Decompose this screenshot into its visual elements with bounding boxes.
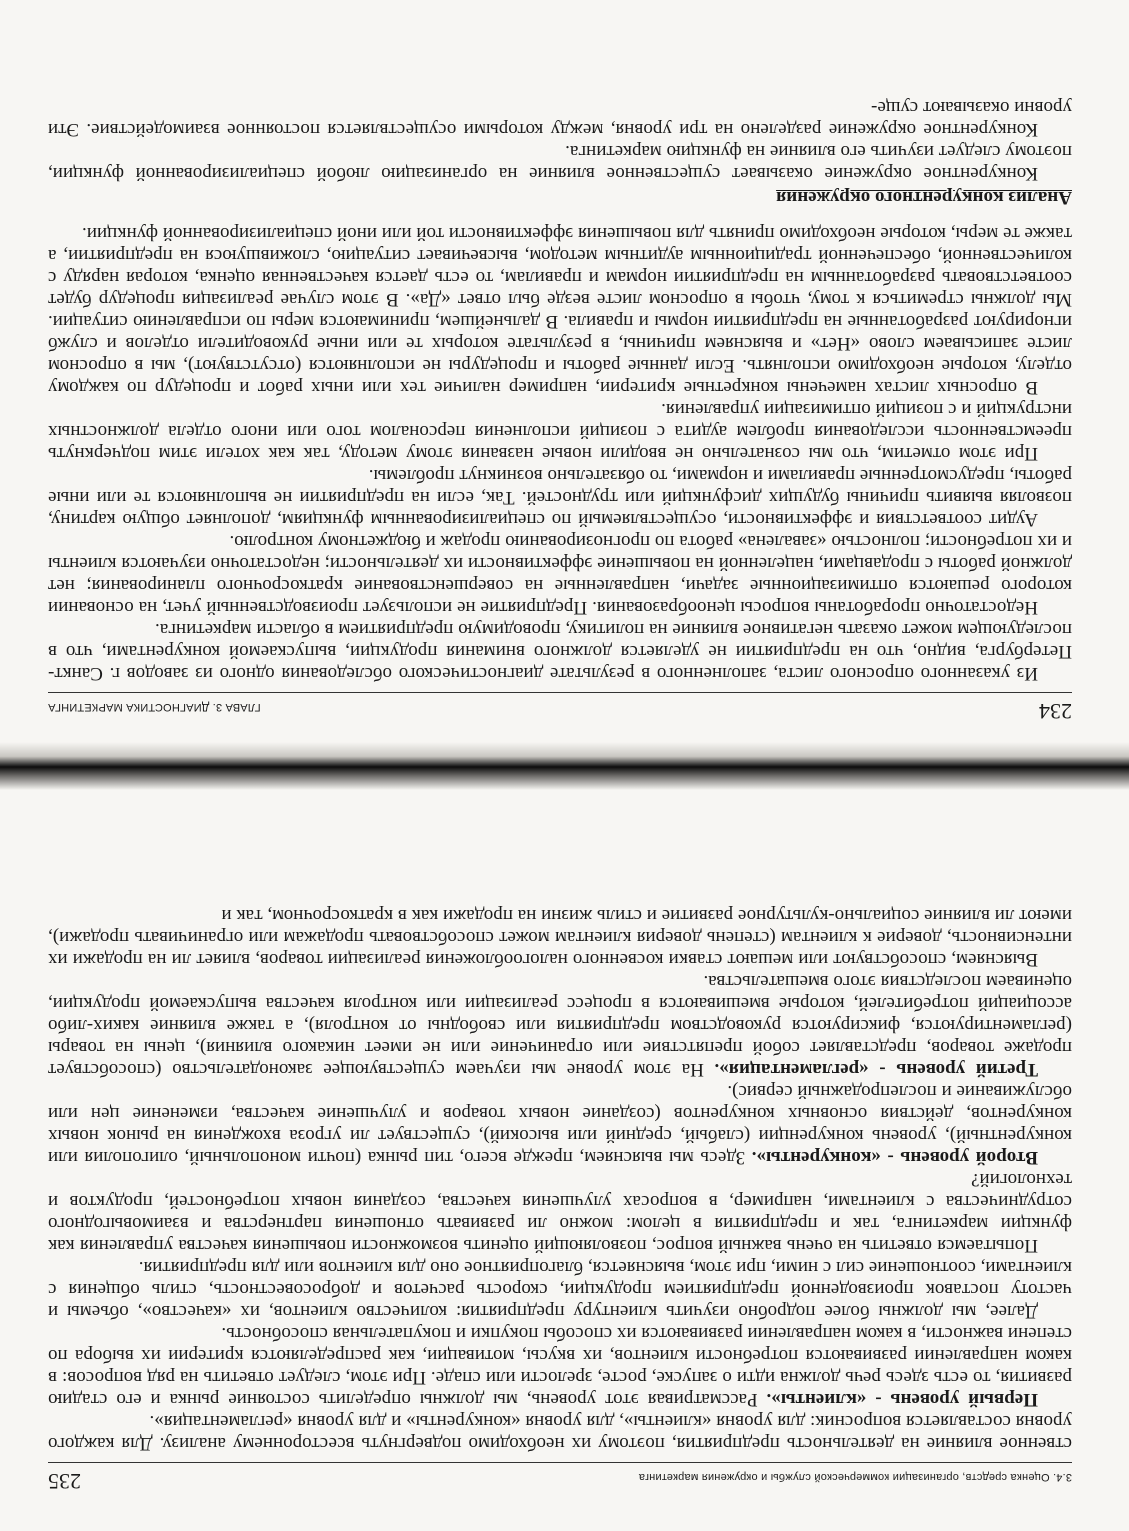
running-title: 3.4. Оценка средств, организации коммерческой службы и окружения маркетинга: [638, 1471, 1072, 1483]
paragraph: Аудит соответствия и эффективности, осуществляемый по специализированным функциям, дополняет общую картину, позволяя выявить причины будущих дисфункций или трудностей. Так, если на предприятии не выполняются те или иные работы, предусмотренные правилами и нормами, то обязательно возникнут проблемы.: [48, 465, 1072, 530]
paragraph: Далее, мы должны более подробно изучить клиентуру предприятия: количество клиентов, их «качество», объемы и частоту поставок производенной предприятием продукции, скорость расчетов и добросовестность, стиль общения с клиентами, соотношение сил с ними, при этом, выясняется, благоприятное оно для клиентов или для предприятия.: [48, 1257, 1072, 1322]
page-number: 234: [1039, 699, 1072, 724]
paragraph-level-2: [48, 1080, 1072, 1168]
section-heading: Анализ конкурентного окружения: [776, 187, 1072, 208]
running-head: [48, 1462, 1072, 1492]
paragraph: Недостаточно проработаны вопросы ценообразования. Предприятие не использует производственный учет, на основании которого решаются оптимизационные задачи, направленные на совершенствование краткосрочного планирования; нет должной работы с продавцами, нацеленной на повышение эффективности их деятельности; недостаточно изучаются клиенты и их потребности; полностью «завалена» работа по прогнозированию продаж и бюджетному контролю.: [48, 531, 1072, 618]
running-head: [48, 692, 1072, 722]
level-3-title: Третий уровень - «регламентация».: [714, 1059, 1038, 1080]
paragraph: В опросных листах намечены конкретные критерии, например наличие тех или иных работ и процедур по каждому отделу, которые необходимо исполнять. Если данные работы и процедуры не исполняются (отсутствуют), мы в опросном листе записываем слово «Нет» и выясняем причины, в результате которых те или иные руководители отделов и служб игнорируют разработанные на предприятии нормы и правила. В дальнейшем, принимаются меры по исправлению ситуации. Мы должны стремиться к тому, чтобы в опросном листе везде был ответ «Да». В этом случае реализация процедур будет соответствовать разработанным на предприятии нормам и правилам, то есть дается качественная оценка, которая наряду с количественной, обеспеченной традиционным аудитным методом, высвечивает ситуацию, сложившуюся на предприятии, а также те меры, которые необходимо принять для повышения эффективности той или иной специализированной функции.: [48, 223, 1072, 398]
page-235: [30, 790, 1090, 1510]
level-2-text: Здесь мы выясняем, прежде всего, тип рынка (почти монопольный, олигополия или конкурентный), уровень конкуренции (слабый, средний или высокий), существует ли угроза вхождения на рынок новых конкурентов, действия основных конкурентов (создание новых товаров и улучшение качества, изменение цен или обслуживание и послепродажный сервис).: [48, 1081, 1072, 1168]
page-number: 235: [48, 1469, 81, 1494]
page-234: [30, 0, 1090, 740]
paragraph: Конкурентное окружение оказывает существенное влияние на организацию любой специализированной функции, поэтому следует изучить его влияние на функцию маркетинга.: [48, 141, 1072, 184]
paragraph: Из указанного опросного листа, заполненного в результате диагностического обследования одного из заводов г. Санкт-Петербурга, видно, что на предприятии не уделяется должного внимания продукции, выпускаемой конкурентами, что в последующем может оказать негативное влияние на политику, проводимую предприятием в области маркетинга.: [48, 619, 1072, 684]
level-3-text: На этом уровне мы изучаем существующее законодательство (способствует продаже товаров, представляет собой препятствие или ограничение или не имеет никакого влияния), цены на товары (регламентируются, фиксируются руководством предприятия или свободны от контроля), а также влияние каких-либо ассоциаций потребителей, которые вмешиваются в процесс реализации или контроля качества выпускаемой продукции, оцениваем последствия этого вмешательства.: [48, 971, 1072, 1080]
paragraph: При этом отметим, что мы сознательно не вводили новые названия этому методу, так как хотели этим подчеркнуть преемственность исследования проблем аудита с позиций исполнения персоналом того или иного отдела должностных инструкций и с позиций оптимизации управления.: [48, 399, 1072, 464]
binding-gutter: [0, 742, 1129, 790]
paragraph-level-3: [48, 970, 1072, 1080]
paragraph-level-1: [48, 1322, 1072, 1410]
paragraph: Выясняем, способствуют или мешают ставки косвенного налогообложения реализации товаров, влияет ли на продажи их интенсивность, доверие к клиентам (степень доверия клиентам может способствовать продажам или ограничивать продажи), имеют ли влияние социально-культурное развитие и стиль жизни на продажи как в краткосрочном, так и: [48, 905, 1072, 970]
running-title: ГЛАВА 3. ДИАГНОСТИКА МАРКЕТИНГА: [48, 701, 261, 713]
paragraph: ственное влияние на деятельность предприятия, поэтому их необходимо подвергнуть всестороннему анализу. Для каждого уровня составляется вопросник: для уровня «клиенты», для уровня «конкуренты» и для уровня «регламентация».: [48, 1411, 1072, 1454]
level-1-title: Первый уровень - «клиенты».: [766, 1389, 1038, 1410]
paragraph: Попытаемся ответить на очень важный вопрос, позволяющий оценить возможности повышения качества управления как функции маркетинга, так и предприятия в целом: можно ли развивать отношения партнерства и взаимовыгодного сотрудничества с клиентами, например, в вопросах улучшения качества, создания новых потребностей, продуктов и технологий?: [48, 1169, 1072, 1256]
paragraph: Конкурентное окружение разделено на три уровня, между которыми осуществляется постоянное взаимодействие. Эти уровни оказывают суще-: [48, 97, 1072, 140]
level-2-title: Второй уровень - «конкуренты».: [751, 1147, 1038, 1168]
level-1-text: Рассматривая этот уровень, мы должны определить состояние рынка и его стадию развития, то есть здесь речь должна идти о запуске, росте, зрелости или спаде. При этом, следует ответить на ряд вопросов: в каком направлении развиваются потребности клиентов, их вкусы, мотивации, как распределяются критерии их выбора по степени важности, в каком направлении развиваются их способы покупки и покупательная способность.: [48, 1323, 1072, 1410]
